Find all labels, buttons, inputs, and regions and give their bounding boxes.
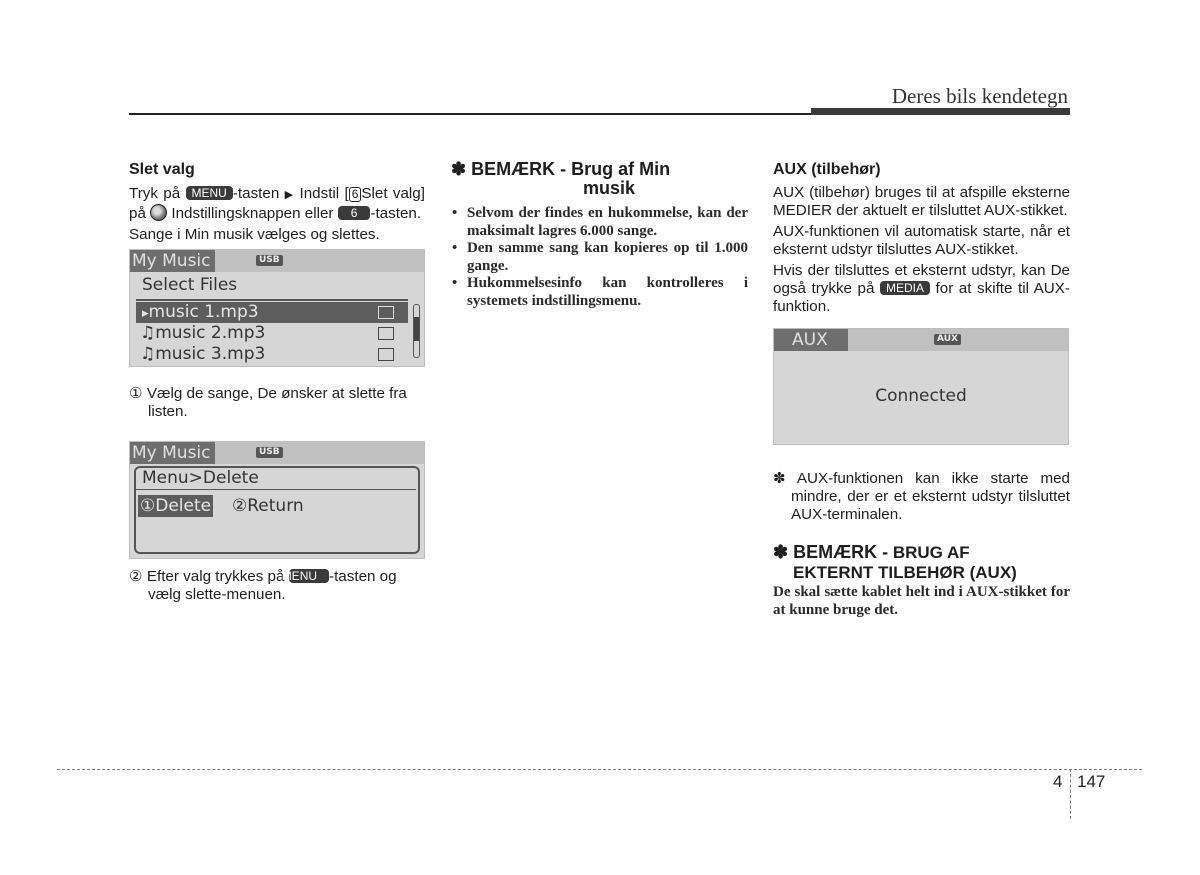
usb-badge-icon: USB	[256, 255, 283, 266]
list-item: ♫music 3.mp3	[136, 344, 408, 365]
paragraph-songs: Sange i Min musik vælges og slettes.	[129, 226, 380, 243]
column-aux	[773, 160, 1070, 619]
footer-rule	[57, 769, 1142, 770]
key-6-icon: 6	[338, 206, 371, 220]
play-icon: ▸	[142, 306, 149, 321]
screen-aux-connected	[773, 328, 1069, 445]
footer-divider	[1070, 769, 1071, 819]
column-slet-valg	[129, 160, 425, 604]
header-rule	[129, 113, 812, 115]
media-key-icon: MEDIA	[880, 281, 930, 295]
aux-note-text: De skal sætte kablet helt ind i AUX-stikket for at kunne bruge det.	[773, 584, 1070, 618]
header-bar	[811, 108, 1070, 115]
screen-select-files	[129, 249, 425, 367]
checkbox-icon	[378, 327, 394, 340]
section-heading-slet-valg: Slet valg	[129, 161, 195, 178]
music-note-icon: ♫	[140, 323, 156, 343]
tune-knob-icon	[150, 204, 167, 221]
menu-key-icon: MENU	[289, 569, 329, 583]
aux-paragraph-3: Hvis der tilsluttes et eksternt udstyr, kan De også trykke på MEDIA for at skifte til AUX-funktion.	[773, 262, 1070, 315]
connection-status: Connected	[875, 386, 967, 406]
menu-path: Menu>Delete	[142, 468, 259, 488]
checkbox-icon	[378, 306, 394, 319]
screen-subtitle: Select Files	[142, 275, 238, 295]
screen-title: My Music	[130, 250, 215, 272]
list-item: ♫music 2.mp3	[136, 323, 408, 344]
note-heading: ✽ BEMÆRK - Brug af Min musik	[451, 159, 671, 198]
aux-paragraph-2: AUX-funktionen vil automatisk starte, når et eksternt udstyr tilsluttes AUX-stikket.	[773, 223, 1070, 258]
arrow-right-icon: ▶	[284, 189, 295, 201]
running-header: Deres bils kendetegn	[891, 84, 1068, 108]
column-note-min-musik	[451, 160, 748, 310]
instruction-paragraph: Tryk på MENU -tasten ▶ Indstil [ 6 Slet valg] på Indstillingsknappen eller 6 -tasten.	[129, 185, 425, 222]
page-number: 147	[1077, 772, 1106, 791]
scrollbar	[413, 304, 420, 358]
note-heading-aux: ✽ BEMÆRK - BRUG AF EKTERNT TILBEHØR (AUX)	[773, 542, 1017, 582]
screen-title: AUX	[774, 329, 848, 351]
list-item: ▸music 1.mp3	[136, 302, 408, 323]
aux-paragraph-1: AUX (tilbehør) bruges til at afspille eksterne MEDIER der aktuelt er tilsluttet AUX-stikket.	[773, 184, 1070, 219]
usb-badge-icon: USB	[256, 447, 283, 458]
step-1: ① Vælg de sange, De ønsker at slette fra listen.	[129, 385, 407, 420]
checkbox-icon	[378, 348, 394, 361]
delete-option: ①Delete	[140, 496, 212, 516]
aux-badge-icon: AUX	[934, 334, 961, 345]
music-note-icon: ♫	[140, 344, 156, 364]
number-6-icon: 6	[349, 187, 362, 202]
return-option: ②Return	[232, 496, 304, 516]
section-heading-aux: AUX (tilbehør)	[773, 161, 881, 178]
list-item: • Selvom der findes en hukommelse, kan der maksimalt lagres 6.000 sange.	[451, 205, 748, 240]
step-2: ② Efter valg trykkes på MENU -tasten og vælg slette-menuen.	[129, 568, 397, 603]
screen-title: My Music	[130, 442, 215, 464]
aux-note: ✽ AUX-funktionen kan ikke starte med mindre, der er et eksternt udstyr tilsluttet AUX-terminalen.	[773, 470, 1070, 523]
list-item: • Den samme sang kan kopieres op til 1.000 gange.	[451, 240, 748, 275]
chapter-number: 4	[1053, 772, 1063, 791]
screen-menu-delete	[129, 441, 425, 559]
note-bullet-list	[451, 205, 748, 310]
menu-key-icon: MENU	[186, 186, 233, 200]
list-item: • Hukommelsesinfo kan kontrolleres i systemets indstillingsmenu.	[451, 275, 748, 310]
